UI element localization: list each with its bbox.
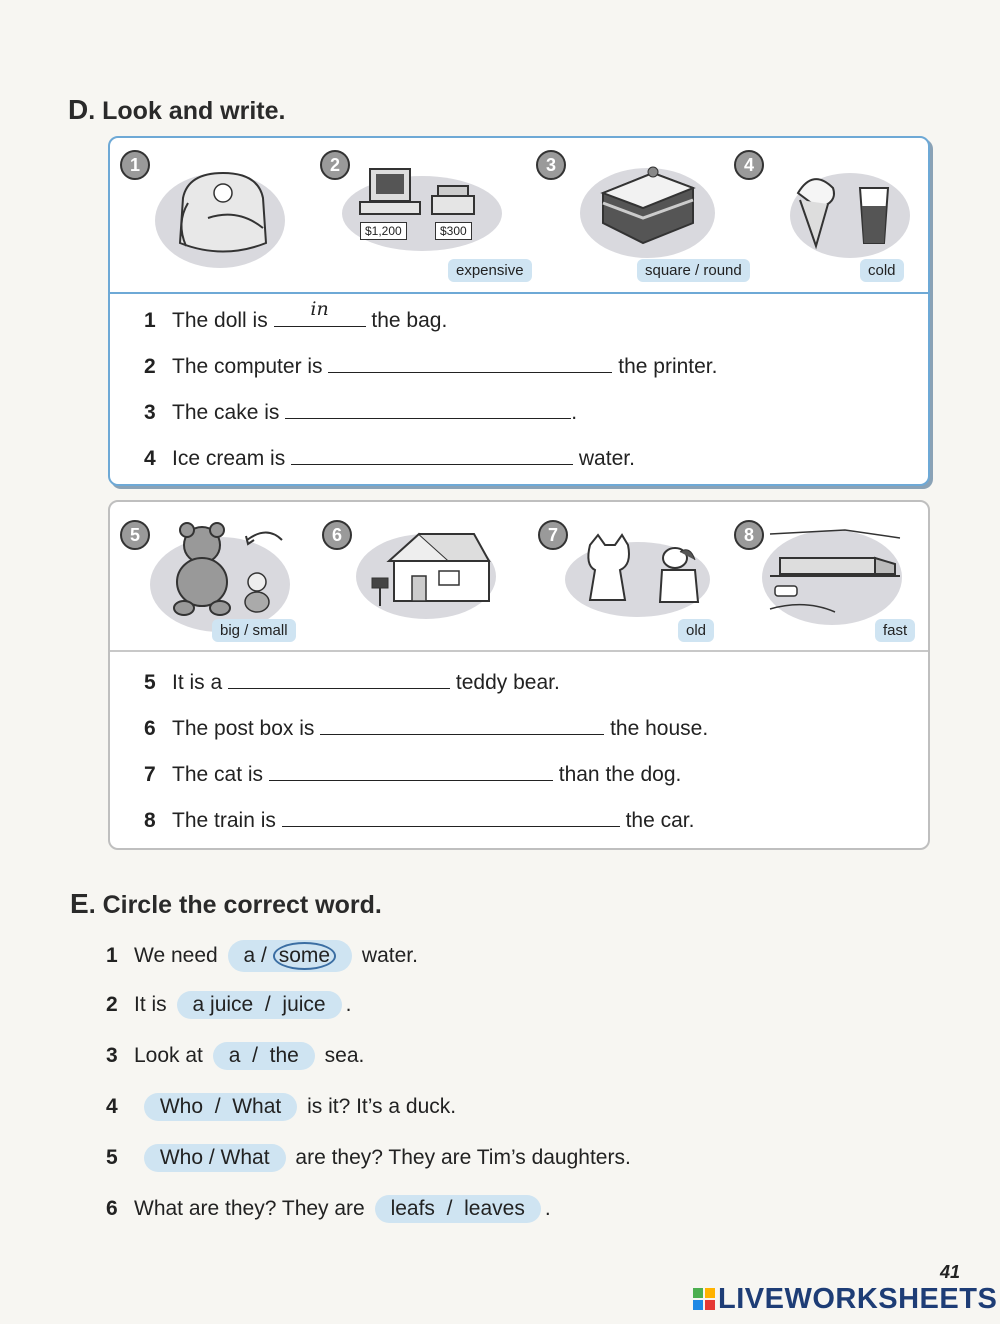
circle-item-3: 3 Look at a / the sea.: [106, 1042, 364, 1070]
picture-number: 6: [322, 520, 352, 550]
panel-divider: [110, 292, 928, 294]
adjective-tag: fast: [875, 619, 915, 642]
circle-item-4: 4 Who / What is it? It’s a duck.: [106, 1093, 456, 1121]
picture-number: 8: [734, 520, 764, 550]
picture-number: 1: [120, 150, 150, 180]
sentence-3: 3 The cake is .: [144, 398, 577, 425]
option-what[interactable]: What: [232, 1095, 282, 1118]
answer-blank[interactable]: [291, 444, 573, 465]
brand-name[interactable]: LIVEWORKSHEETS: [718, 1283, 998, 1315]
sentence-7: 7 The cat is than the dog.: [144, 760, 681, 787]
answer-blank[interactable]: [282, 806, 620, 827]
sentence-4: 4 Ice cream is water.: [144, 444, 635, 471]
option-a[interactable]: a: [243, 944, 256, 967]
choice-group: leafs / leaves: [375, 1195, 541, 1223]
option-a[interactable]: a: [228, 1044, 241, 1067]
picture-number: 7: [538, 520, 568, 550]
picture-number: 2: [320, 150, 350, 180]
choice-group: Who / What: [144, 1093, 297, 1121]
answer-blank[interactable]: [228, 668, 450, 689]
sentence-2: 2 The computer is the printer.: [144, 352, 717, 379]
adjective-tag: old: [678, 619, 714, 642]
panel-divider: [110, 650, 928, 652]
exercise-panel-1: [108, 136, 930, 486]
answer-blank[interactable]: [320, 714, 604, 735]
answer-blank[interactable]: [328, 352, 612, 373]
option-the[interactable]: the: [269, 1044, 299, 1067]
answer-blank[interactable]: [269, 760, 553, 781]
option-what[interactable]: What: [220, 1146, 270, 1169]
sentence-6: 6 The post box is the house.: [144, 714, 708, 741]
sentence-5: 5 It is a teddy bear.: [144, 668, 560, 695]
house-and-post-box-icon: [364, 526, 494, 611]
sentence-8: 8 The train is the car.: [144, 806, 694, 833]
price-tag: $1,200: [360, 222, 407, 240]
section-d-heading: D. Look and write.: [68, 94, 286, 125]
ice-cream-and-water-icon: [788, 168, 898, 258]
circle-item-1: 1 We need a / some water.: [106, 940, 418, 972]
train-and-car-icon: [765, 524, 905, 619]
option-a-juice[interactable]: a juice: [192, 993, 254, 1016]
choice-group: a juice / juice: [177, 991, 342, 1019]
adjective-tag: square / round: [637, 259, 750, 282]
option-who[interactable]: Who: [159, 1146, 204, 1169]
picture-number: 3: [536, 150, 566, 180]
exercise-panel-2: [108, 500, 930, 850]
option-leafs[interactable]: leafs: [390, 1197, 435, 1220]
picture-number: 4: [734, 150, 764, 180]
option-juice[interactable]: juice: [282, 993, 326, 1016]
option-leaves[interactable]: leaves: [464, 1197, 525, 1220]
cake-icon: [598, 158, 698, 248]
section-e-heading: E. Circle the correct word.: [70, 888, 382, 919]
doll-in-bag-icon: [168, 168, 278, 258]
circle-item-6: 6 What are they? They are leafs / leaves .: [106, 1195, 551, 1223]
option-some-circled[interactable]: some: [273, 942, 336, 970]
answer-blank[interactable]: [285, 398, 571, 419]
choice-group: a / some: [228, 940, 353, 972]
circle-item-2: 2 It is a juice / juice .: [106, 991, 351, 1019]
adjective-tag: expensive: [448, 259, 532, 282]
answer-blank[interactable]: in: [274, 306, 366, 327]
picture-number: 5: [120, 520, 150, 550]
circle-item-5: 5 Who / What are they? They are Tim’s daughters.: [106, 1144, 631, 1172]
sentence-1: 1 The doll is in the bag.: [144, 298, 448, 332]
teddy-bear-and-child-icon: [162, 520, 292, 620]
choice-group: a / the: [213, 1042, 315, 1070]
price-tag: $300: [435, 222, 472, 240]
adjective-tag: big / small: [212, 619, 296, 642]
choice-group: Who / What: [144, 1144, 286, 1172]
cat-and-dog-icon: [570, 530, 710, 610]
page-number: 41: [940, 1262, 961, 1282]
adjective-tag: cold: [860, 259, 904, 282]
option-who[interactable]: Who: [159, 1095, 204, 1118]
liveworksheets-logo-icon: [692, 1287, 716, 1311]
